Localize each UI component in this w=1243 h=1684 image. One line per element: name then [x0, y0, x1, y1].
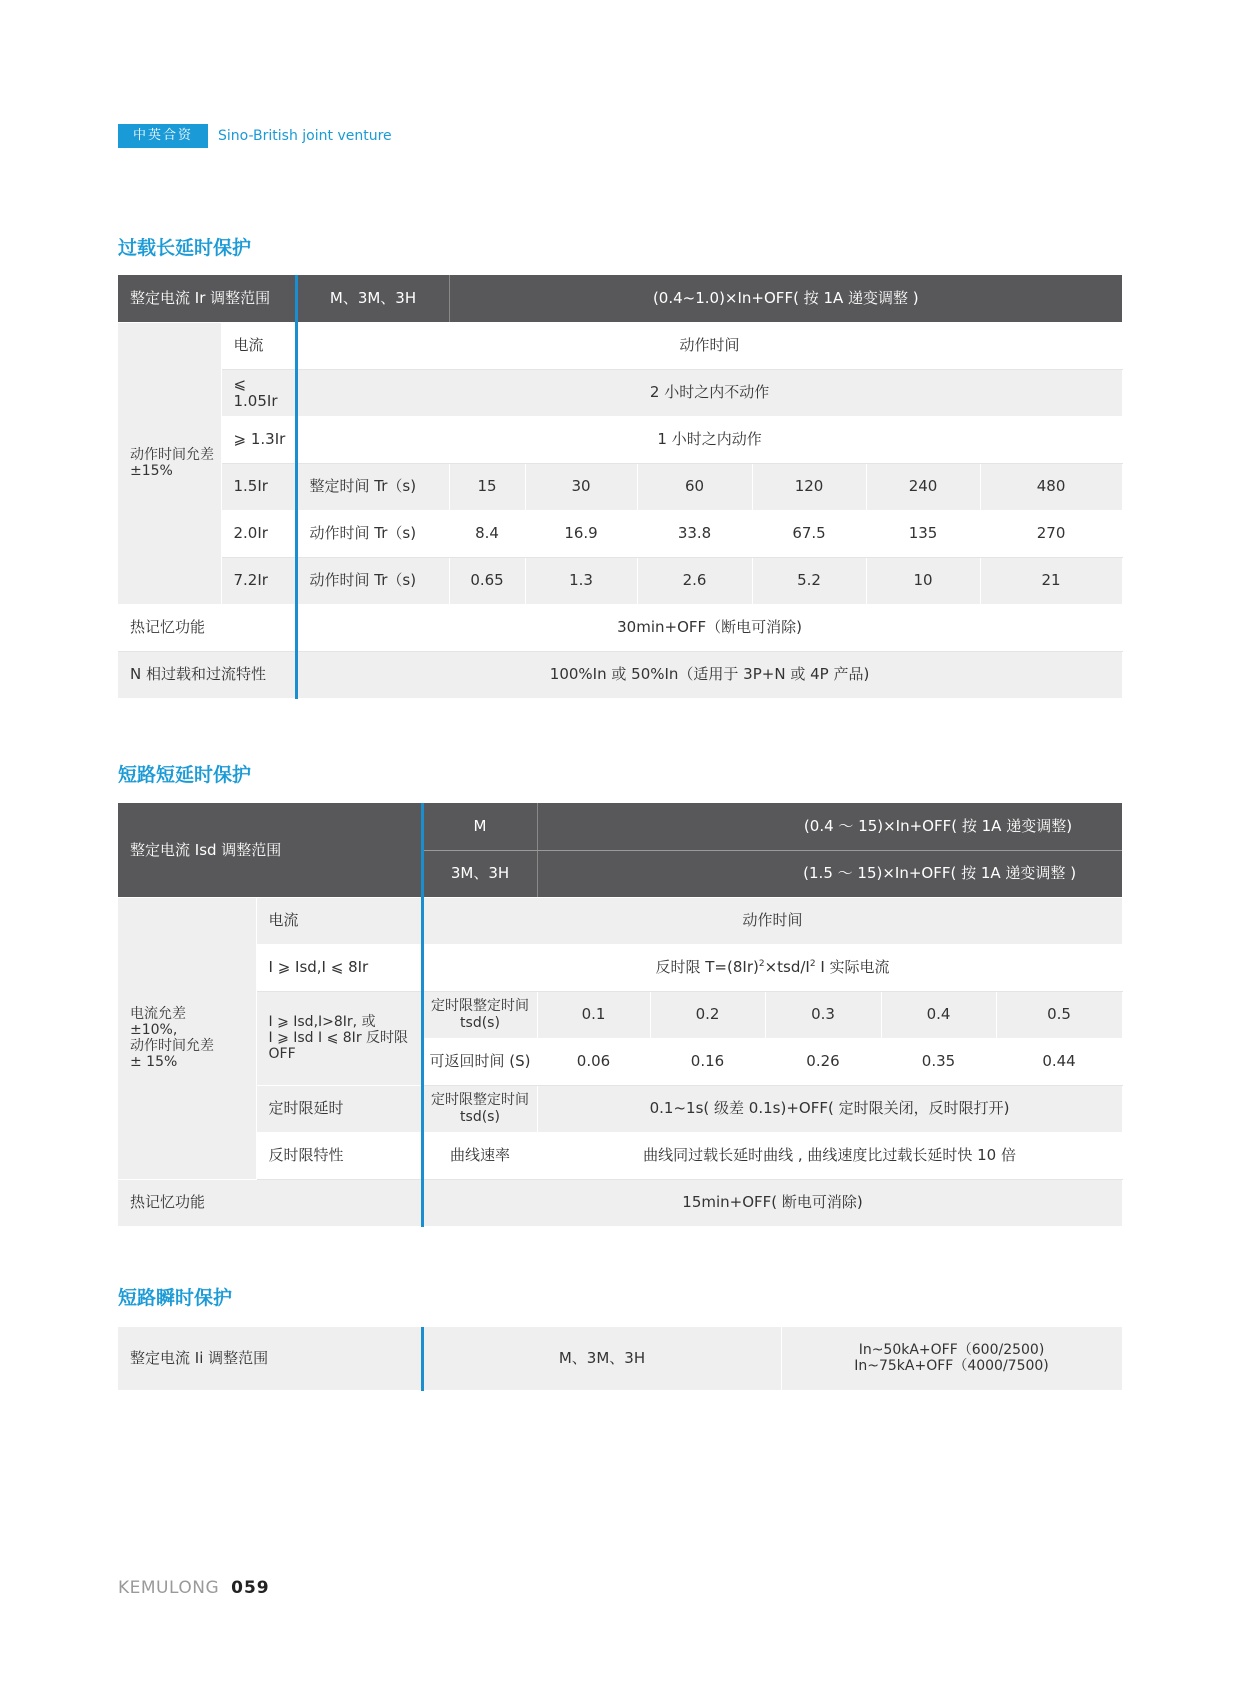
col-time-header: 动作时间	[422, 897, 1122, 944]
ir-range-label: 整定电流 Ir 调整范围	[118, 275, 296, 322]
definite-delay-label: 定时限延时	[256, 1085, 422, 1132]
current-1-05ir: ⩽ 1.05Ir	[221, 369, 296, 416]
col-current-header: 电流	[221, 322, 296, 369]
section-title-short-delay: 短路短延时保护	[118, 764, 252, 786]
tr-cell: 21	[980, 557, 1122, 604]
tsd-setting-label: 定时限整定时间 tsd(s)	[422, 991, 537, 1038]
current-7-2ir: 7.2Ir	[221, 557, 296, 604]
tsd-setting-label: 定时限整定时间 tsd(s)	[422, 1085, 537, 1132]
overload-long-delay-table	[118, 275, 1123, 699]
tr-cell: 15	[449, 463, 525, 510]
no-trip-2h: 2 小时之内不动作	[296, 369, 1122, 416]
ii-range-label: 整定电流 Ii 调整范围	[118, 1327, 422, 1390]
current-2-0ir: 2.0Ir	[221, 510, 296, 557]
tr-cell: 33.8	[637, 510, 752, 557]
ii-range-value: In~50kA+OFF（600/2500) In~75kA+OFF（4000/7500)	[781, 1327, 1122, 1390]
formula-sup: 2	[809, 959, 816, 970]
tr-cell: 10	[866, 557, 980, 604]
definite-current-condition: I ⩾ Isd,I>8Ir, 或 I ⩾ Isd I ⩽ 8Ir 反时限 OFF	[256, 991, 422, 1085]
tr-cell: 5.2	[752, 557, 866, 604]
return-cell: 0.06	[537, 1038, 650, 1085]
action-time-label: 动作时间 Tr（s)	[296, 510, 449, 557]
return-cell: 0.44	[996, 1038, 1122, 1085]
tolerance-label: 电流允差 ±10%, 动作时间允差 ± 15%	[118, 897, 256, 1179]
return-cell: 0.35	[881, 1038, 996, 1085]
ir-models: M、3M、3H	[296, 275, 449, 322]
curve-rate-label: 曲线速率	[422, 1132, 537, 1179]
tr-cell: 0.65	[449, 557, 525, 604]
short-delay-table	[118, 803, 1123, 1227]
tr-cell: 8.4	[449, 510, 525, 557]
brand-name: KEMULONG	[118, 1578, 220, 1598]
return-cell: 0.26	[765, 1038, 881, 1085]
tsd-cell: 0.1	[537, 991, 650, 1038]
formula-part-c: I 实际电流	[815, 958, 890, 977]
col-current-header: 电流	[256, 897, 422, 944]
isd-model-m: M	[422, 803, 537, 850]
inverse-time-formula	[422, 944, 1122, 991]
tr-cell: 240	[866, 463, 980, 510]
thermal-memory-value: 15min+OFF( 断电可消除)	[422, 1179, 1122, 1226]
ir-range-value: (0.4~1.0)×In+OFF( 按 1A 递变调整 )	[449, 275, 1122, 322]
isd-range-label: 整定电流 Isd 调整范围	[118, 803, 422, 897]
trip-1h: 1 小时之内动作	[296, 416, 1122, 463]
inverse-char-label: 反时限特性	[256, 1132, 422, 1179]
formula-part-a: 反时限 T=(8Ir)	[655, 958, 759, 977]
venture-tag	[118, 124, 392, 148]
formula-part-b: ×tsd/I	[764, 958, 810, 977]
tr-cell: 120	[752, 463, 866, 510]
current-1-3ir: ⩾ 1.3Ir	[221, 416, 296, 463]
venture-tag-en: Sino-British joint venture	[218, 128, 392, 144]
tsd-cell: 0.2	[650, 991, 765, 1038]
section-title-overload: 过载长延时保护	[118, 237, 252, 259]
thermal-memory-label: 热记忆功能	[118, 604, 296, 651]
tr-cell: 1.3	[525, 557, 637, 604]
ii-models: M、3M、3H	[422, 1327, 781, 1390]
venture-tag-cn: 中英合资	[118, 124, 208, 148]
isd-range-m: (0.4 ～ 15)×In+OFF( 按 1A 递变调整)	[537, 803, 1122, 850]
tr-cell: 480	[980, 463, 1122, 510]
formula-sup: 2	[758, 959, 765, 970]
tr-cell: 2.6	[637, 557, 752, 604]
thermal-memory-value: 30min+OFF（断电可消除)	[296, 604, 1122, 651]
curve-rate-value: 曲线同过载长延时曲线 , 曲线速度比过载长延时快 10 倍	[537, 1132, 1122, 1179]
tsd-cell: 0.3	[765, 991, 881, 1038]
tsd-cell: 0.5	[996, 991, 1122, 1038]
instant-trip-table	[118, 1327, 1123, 1391]
tr-cell: 135	[866, 510, 980, 557]
isd-range-3m: (1.5 ～ 15)×In+OFF( 按 1A 递变调整 )	[537, 850, 1122, 897]
page-number: 059	[231, 1578, 270, 1598]
action-time-label: 动作时间 Tr（s)	[296, 557, 449, 604]
tr-cell: 30	[525, 463, 637, 510]
page-footer	[118, 1578, 270, 1598]
col-time-header: 动作时间	[296, 322, 1122, 369]
tr-cell: 67.5	[752, 510, 866, 557]
current-1-5ir: 1.5Ir	[221, 463, 296, 510]
tolerance-label: 动作时间允差 ±15%	[118, 322, 221, 604]
return-cell: 0.16	[650, 1038, 765, 1085]
definite-delay-value: 0.1~1s( 级差 0.1s)+OFF( 定时限关闭，反时限打开)	[537, 1085, 1122, 1132]
inverse-current-condition: I ⩾ Isd,I ⩽ 8Ir	[256, 944, 422, 991]
return-time-label: 可返回时间 (S)	[422, 1038, 537, 1085]
tr-cell: 270	[980, 510, 1122, 557]
tr-cell: 16.9	[525, 510, 637, 557]
n-phase-value: 100%In 或 50%In（适用于 3P+N 或 4P 产品)	[296, 651, 1122, 698]
isd-model-3m: 3M、3H	[422, 850, 537, 897]
section-title-instant: 短路瞬时保护	[118, 1287, 233, 1309]
tr-cell: 60	[637, 463, 752, 510]
tsd-cell: 0.4	[881, 991, 996, 1038]
thermal-memory-label: 热记忆功能	[118, 1179, 422, 1226]
setting-time-label: 整定时间 Tr（s)	[296, 463, 449, 510]
n-phase-label: N 相过载和过流特性	[118, 651, 296, 698]
